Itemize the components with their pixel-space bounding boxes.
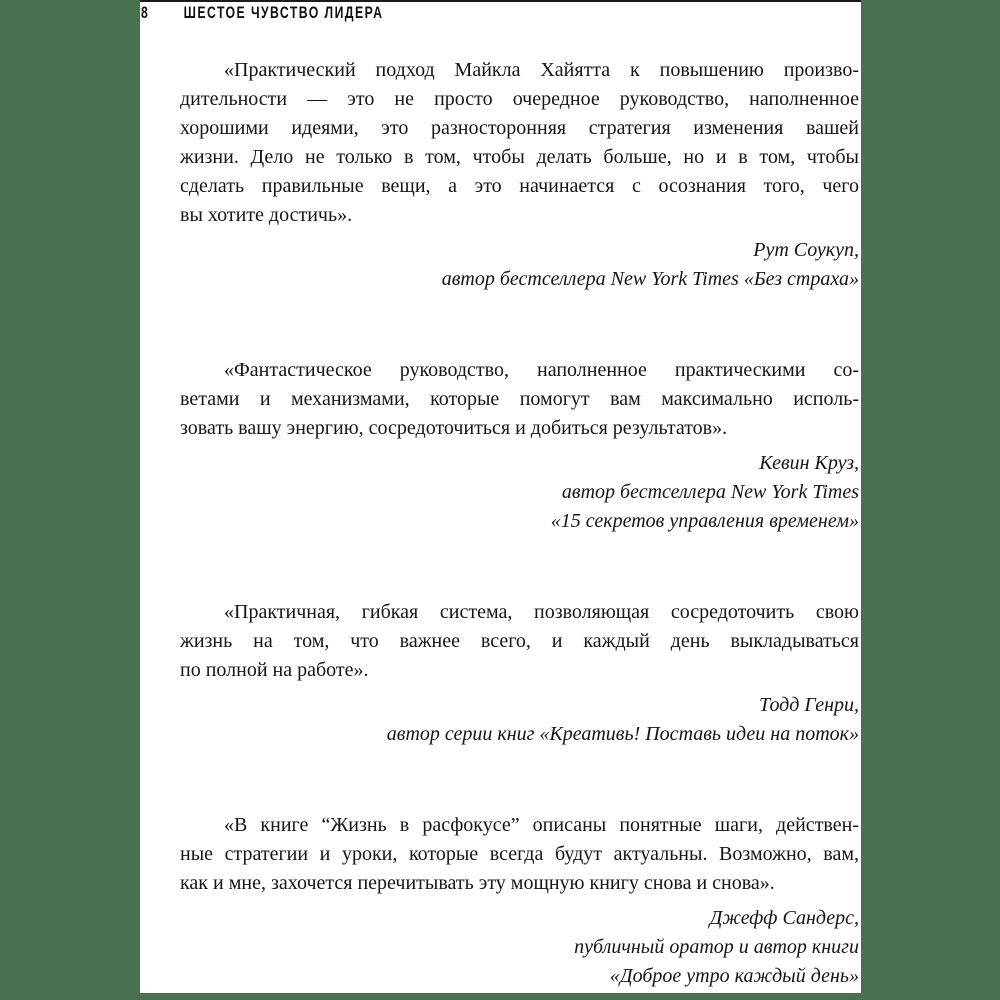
book-page xyxy=(140,0,861,993)
attribution-line: автор бестселлера New York Times «Без страха» xyxy=(441,268,859,290)
quote-attribution-3 xyxy=(180,691,859,749)
quote-line: жизнь на том, что важнее всего, и каждый день выкладываться xyxy=(180,630,859,652)
page-content xyxy=(140,56,861,991)
quote-line: вы хотите достичь». xyxy=(180,204,353,226)
page-number: 8 xyxy=(141,3,150,22)
quote-attribution-2 xyxy=(180,449,859,536)
attribution-line: Тодд Генри, xyxy=(759,694,859,716)
quote-line: хорошими идеями, это разносторонняя стратегия изменения вашей xyxy=(180,117,859,139)
attribution-line: Рут Соукуп, xyxy=(753,239,859,261)
attribution-line: автор серии книг «Креативь! Поставь идеи на поток» xyxy=(386,723,859,745)
attribution-line: Кевин Круз, xyxy=(759,452,859,474)
quote-line: «Фантастическое руководство, наполненное практическими со- xyxy=(224,359,859,381)
attribution-line: публичный оратор и автор книги xyxy=(574,936,859,958)
quote-attribution-1 xyxy=(180,236,859,294)
attribution-line: «Доброе утро каждый день» xyxy=(609,965,859,987)
quote-line: сделать правильные вещи, а это начинается с осознания того, чего xyxy=(180,175,859,197)
attribution-line: автор бестселлера New York Times xyxy=(561,481,859,503)
attribution-line: Джефф Сандерс, xyxy=(709,907,859,929)
quote-line: «Практичная, гибкая система, позволяющая сосредоточить свою xyxy=(224,601,859,623)
quote-line: жизни. Дело не только в том, чтобы делать больше, но и в том, чтобы xyxy=(180,146,859,168)
quote-line: дительности — это не просто очередное руководство, наполненное xyxy=(180,88,859,110)
quote-block-1 xyxy=(180,56,859,230)
quote-line: зовать вашу энергию, сосредоточиться и добиться результатов». xyxy=(180,417,728,439)
quote-block-2 xyxy=(180,356,859,443)
quote-attribution-4 xyxy=(180,904,859,991)
running-header xyxy=(140,2,861,25)
quote-line: по полной на работе». xyxy=(180,659,369,681)
quote-block-3 xyxy=(180,598,859,685)
quote-line: ветами и механизмами, которые помогут вам максимально исполь- xyxy=(180,388,859,410)
quote-line: как и мне, захочется перечитывать эту мощную книгу снова и снова». xyxy=(180,872,775,894)
running-header-text xyxy=(141,3,383,23)
quote-line: «В книге “Жизнь в расфокусе” описаны понятные шаги, действен- xyxy=(224,814,859,836)
attribution-line: «15 секретов управления временем» xyxy=(550,510,859,532)
quote-line: «Практический подход Майкла Хайятта к повышению произво- xyxy=(224,59,859,81)
running-title: ШЕСТОЕ ЧУВСТВО ЛИДЕРА xyxy=(183,3,384,22)
quote-line: ные стратегии и уроки, которые всегда будут актуальны. Возможно, вам, xyxy=(180,843,859,865)
quote-block-4 xyxy=(180,811,859,898)
